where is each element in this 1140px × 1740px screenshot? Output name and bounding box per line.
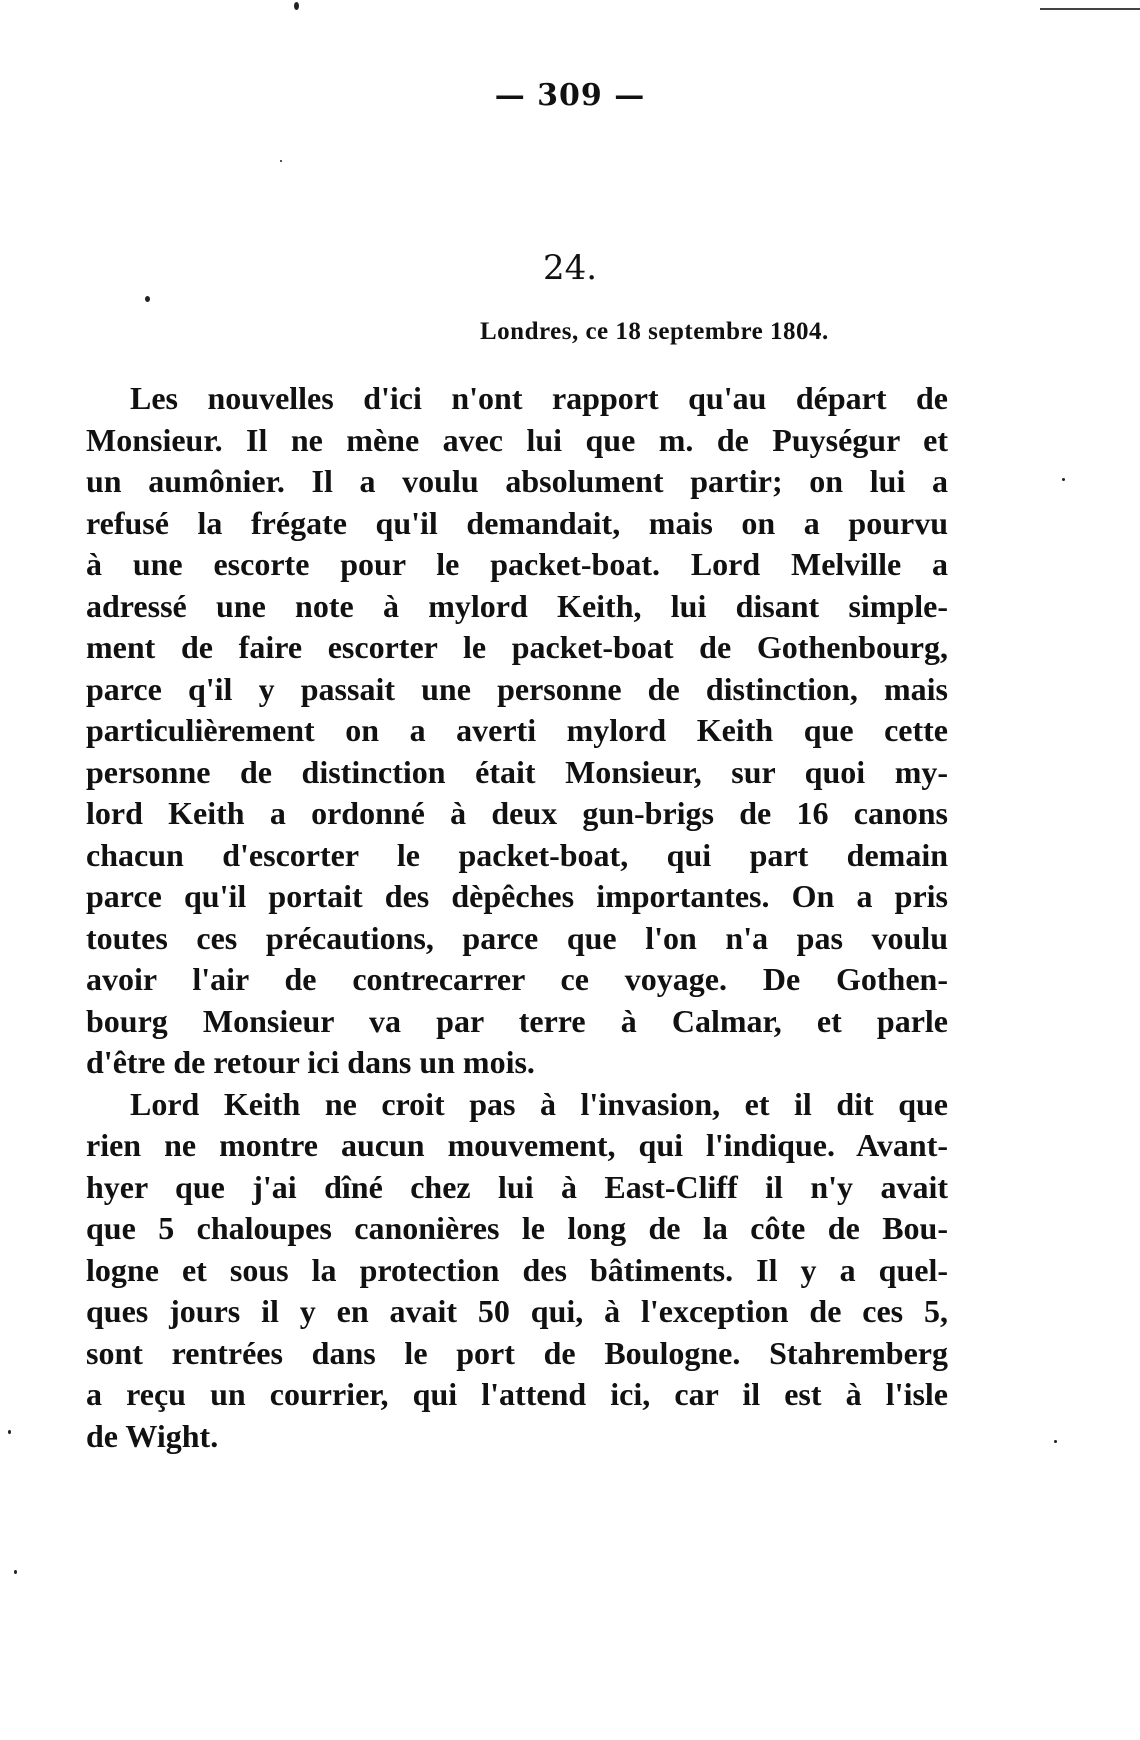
scan-speck (280, 160, 282, 162)
paragraph-2 (86, 1084, 948, 1458)
text-line: Monsieur. Il ne mène avec lui que m. de Puységur et (86, 421, 948, 458)
text-line: logne et sous la protection des bâtiments. Il y a quel- (86, 1251, 948, 1288)
text-line: de Wight. (86, 1417, 219, 1454)
scan-speck (1054, 1440, 1057, 1443)
text-line: que 5 chaloupes canonières le long de la côte de Bou- (86, 1210, 948, 1246)
text-line: toutes ces précautions, parce que l'on n'a pas voulu (86, 919, 948, 956)
text-line: ment de faire escorter le packet-boat de Gothenbourg, (86, 629, 948, 665)
text-line: parce q'il y passait une personne de distinction, mais (86, 670, 948, 707)
text-line: refusé la frégate qu'il demandait, mais on a pourvu (86, 504, 948, 541)
scan-speck (145, 296, 150, 302)
scan-speck (14, 1570, 17, 1574)
text-line: d'être de retour ici dans un mois. (86, 1044, 535, 1080)
letter-number: 24. (542, 248, 598, 288)
paragraph-1 (86, 378, 948, 1084)
text-line: sont rentrées dans le port de Boulogne. Stahremberg (86, 1334, 948, 1371)
text-line: hyer que j'ai dîné chez lui à East-Cliff il n'y avait (86, 1168, 948, 1205)
text-line: particulièrement on a averti mylord Keith que cette (86, 712, 948, 748)
dateline: Londres, ce 18 septembre 1804. (480, 318, 829, 345)
page-number: — 309 — (494, 78, 646, 113)
scan-edge-line (1040, 8, 1140, 10)
text-line: Les nouvelles d'ici n'ont rapport qu'au départ de (130, 380, 948, 416)
text-line: adressé une note à mylord Keith, lui disant simple- (86, 587, 948, 624)
text-line: lord Keith a ordonné à deux gun-brigs de 16 canons (86, 795, 948, 831)
letter-body (86, 378, 948, 1457)
text-line: personne de distinction était Monsieur, sur quoi my- (86, 753, 948, 790)
text-line: ques jours il y en avait 50 qui, à l'exception de ces 5, (86, 1293, 948, 1329)
text-line: un aumônier. Il a voulu absolument partir; on lui a (86, 463, 948, 499)
scan-speck (1062, 478, 1065, 481)
text-line: Lord Keith ne croit pas à l'invasion, et il dit que (130, 1085, 948, 1122)
text-line: avoir l'air de contrecarrer ce voyage. De Gothen- (86, 961, 948, 997)
text-line: rien ne montre aucun mouvement, qui l'indique. Avant- (86, 1127, 948, 1163)
scan-speck (294, 2, 299, 10)
text-line: a reçu un courrier, qui l'attend ici, car il est à l'isle (86, 1376, 948, 1412)
text-line: parce qu'il portait des dèpêches importantes. On a pris (86, 878, 948, 914)
text-line: bourg Monsieur va par terre à Calmar, et parle (86, 1002, 948, 1039)
scan-speck (8, 1430, 11, 1434)
text-line: à une escorte pour le packet-boat. Lord Melville a (86, 546, 948, 582)
text-line: chacun d'escorter le packet-boat, qui part demain (86, 836, 948, 873)
